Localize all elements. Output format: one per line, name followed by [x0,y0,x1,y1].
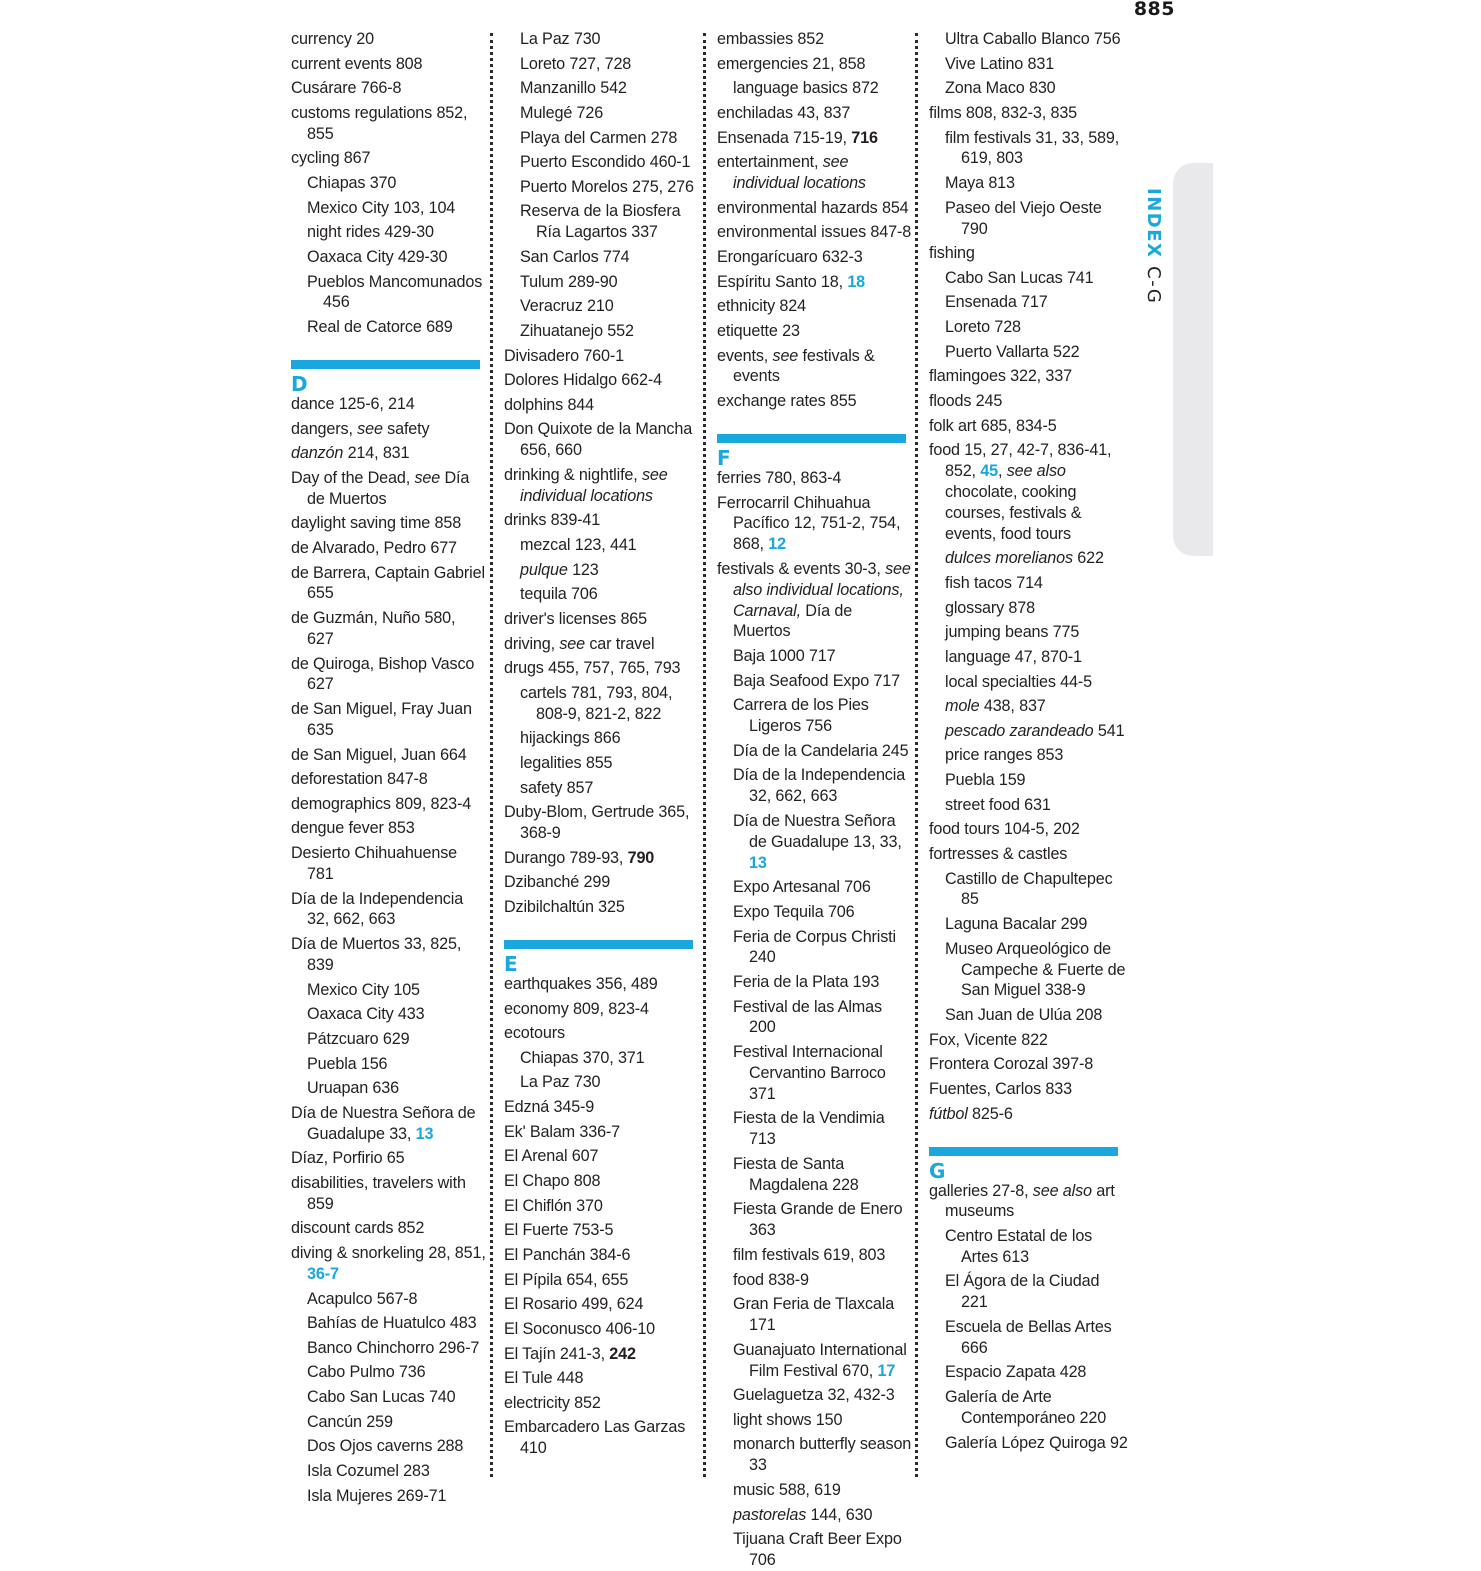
index-subentry: Centro Estatal de los Artes 613 [945,1226,1093,1266]
index-entry: customs regulations 852, 855 [291,103,468,143]
index-entry: Embarcadero Las Garzas 410 [504,1418,686,1458]
index-subentry: Cabo San Lucas 741 [945,268,1094,287]
index-subentry: Isla Cozumel 283 [307,1462,430,1480]
index-subentry: Oaxaca City 429-30 [307,247,448,266]
index-entry: diving & snorkeling 28, 851, 36-7 [291,1244,486,1283]
index-entry: emergencies 21, 858 [717,54,866,73]
index-subentry: safety 857 [520,778,594,797]
index-subentry: Fiesta de Santa Magdalena 228 [733,1154,859,1194]
index-subentry: Uruapan 636 [307,1079,399,1098]
index-subentry: Expo Tequila 706 [733,902,855,921]
index-subentry: San Juan de Ulúa 208 [945,1006,1103,1025]
index-subentry: San Carlos 774 [520,247,630,266]
index-subentry: Espacio Zapata 428 [945,1363,1087,1382]
thumb-tab [1173,163,1213,556]
section-letter: G [929,1158,946,1183]
index-subentry: Día de la Independencia 32, 662, 663 [733,766,906,806]
index-entry: economy 809, 823-4 [504,999,649,1018]
index-subentry: dulces morelianos 622 [945,549,1104,568]
index-entry: events, see festivals & events [717,346,875,386]
index-entry: driver's licenses 865 [504,609,647,628]
index-entry: El Pípila 654, 655 [504,1270,629,1289]
index-subentry: Zona Maco 830 [945,79,1056,98]
index-subentry: Feria de la Plata 193 [733,972,880,991]
index-entry: Erongarícuaro 632-3 [717,247,863,266]
index-entry: de Alvarado, Pedro 677 [291,538,457,557]
index-entry: Don Quixote de la Mancha 656, 660 [504,420,693,460]
section-bar [929,1147,1118,1156]
index-entry: El Chapo 808 [504,1172,601,1191]
index-subentry: music 588, 619 [733,1480,841,1499]
index-entry: driving, see car travel [504,634,655,653]
index-subentry: Día de la Candelaria 245 [733,741,909,760]
index-entry: enchiladas 43, 837 [717,103,851,122]
index-entry: fútbol 825-6 [929,1104,1013,1123]
index-entry: disabilities, travelers with 859 [291,1173,466,1213]
column-divider [703,33,706,1477]
index-entry: dengue fever 853 [291,819,415,838]
index-subentry: El Ágora de la Ciudad 221 [945,1272,1100,1312]
index-entry: drugs 455, 757, 765, 793 [504,659,681,678]
index-subentry: glossary 878 [945,598,1035,617]
index-subentry: price ranges 853 [945,746,1064,765]
index-entry: Dzibilchaltún 325 [504,898,625,917]
index-subentry: Veracruz 210 [520,297,614,316]
index-entry: daylight saving time 858 [291,514,462,533]
index-subentry: Chiapas 370 [307,174,397,193]
index-subentry: Puebla 159 [945,771,1026,790]
index-subentry: Manzanillo 542 [520,79,627,98]
section-bar [717,434,906,443]
index-subentry: La Paz 730 [520,1073,601,1092]
section-header-f [717,434,912,470]
index-subentry: Feria de Corpus Christi 240 [733,927,896,967]
index-subentry: Puerto Morelos 275, 276 [520,177,694,196]
index-subentry: Fiesta Grande de Enero 363 [733,1200,903,1240]
index-entry: de San Miguel, Juan 664 [291,745,467,764]
index-subentry: language basics 872 [733,79,879,98]
index-entry: dolphins 844 [504,395,595,414]
index-subentry: Banco Chinchorro 296-7 [307,1338,480,1357]
section-bar [291,360,480,369]
index-subentry: Guanajuato International Film Festival 670, 17 [733,1340,907,1380]
index-subentry: tequila 706 [520,585,598,604]
index-subentry: Puerto Escondido 460-1 [520,153,691,172]
index-entry: folk art 685, 834-5 [929,416,1057,435]
index-entry: fortresses & castles [929,845,1068,863]
index-subentry: Guelaguetza 32, 432-3 [733,1386,895,1405]
index-subentry: Museo Arqueológico de Campeche & Fuerte de San Miguel 338-9 [945,939,1126,1000]
index-entry: Divisadero 760-1 [504,346,624,365]
index-subentry: Mexico City 105 [307,980,420,999]
index-entry: Desierto Chihuahuense 781 [291,844,458,883]
index-subentry: Fiesta de la Vendimia 713 [733,1109,885,1149]
index-subentry: Carrera de los Pies Ligeros 756 [733,696,869,736]
index-subentry: mezcal 123, 441 [520,536,637,555]
index-entry: films 808, 832-3, 835 [929,103,1078,122]
index-entry: Fuentes, Carlos 833 [929,1080,1072,1099]
section-letter: E [504,951,518,976]
index-entry: de San Miguel, Fray Juan 635 [291,700,472,739]
index-entry: El Chiflón 370 [504,1196,603,1215]
index-subentry: pulque 123 [520,560,599,579]
index-entry: El Arenal 607 [504,1147,599,1166]
index-entry: demographics 809, 823-4 [291,794,472,813]
index-entry: Duby-Blom, Gertrude 365, 368-9 [504,803,690,843]
index-entry: Día de Muertos 33, 825, 839 [291,935,462,974]
index-entry: etiquette 23 [717,321,800,340]
index-entry: El Panchán 384-6 [504,1245,631,1264]
index-entry: exchange rates 855 [717,392,857,411]
index-subentry: legalities 855 [520,754,613,773]
index-subentry: pastorelas 144, 630 [733,1505,873,1524]
index-subentry: Vive Latino 831 [945,54,1055,73]
index-entry: Día de Nuestra Señora de Guadalupe 33, 13 [291,1103,476,1143]
letter-range: C-G [1143,266,1164,305]
index-subentry: La Paz 730 [520,30,601,48]
index-subentry: Gran Feria de Tlaxcala 171 [733,1295,895,1335]
index-label: INDEX [1143,188,1164,259]
index-subentry: Expo Artesanal 706 [733,878,871,897]
index-subentry: mole 438, 837 [945,697,1046,716]
index-subentry: Pueblos Mancomunados 456 [307,272,483,312]
index-subentry: language 47, 870-1 [945,647,1082,666]
index-entry: Ensenada 715-19, 716 [717,128,878,147]
index-subentry: hijackings 866 [520,729,621,748]
index-entry: cycling 867 [291,149,371,168]
index-entry: food tours 104-5, 202 [929,820,1080,839]
index-entry: embassies 852 [717,30,824,48]
index-subentry: Escuela de Bellas Artes 666 [945,1317,1112,1357]
index-column-1 [291,29,486,1506]
index-subentry: Baja Seafood Expo 717 [733,671,900,690]
section-header-g [929,1147,1129,1183]
index-subentry: food 838-9 [733,1270,809,1289]
index-entry: Día de la Independencia 32, 662, 663 [291,889,464,929]
index-entry: Edzná 345-9 [504,1098,595,1117]
index-subentry: jumping beans 775 [945,623,1080,642]
index-entry: Díaz, Porfirio 65 [291,1149,405,1168]
index-subentry: cartels 781, 793, 804, 808-9, 821-2, 822 [520,683,673,723]
index-subentry: local specialties 44-5 [945,672,1092,691]
index-subentry: Loreto 728 [945,318,1021,337]
index-subentry: Ultra Caballo Blanco 756 [945,30,1121,48]
index-entry: de Quiroga, Bishop Vasco 627 [291,654,475,694]
index-entry: Espíritu Santo 18, 18 [717,272,866,291]
index-column-3 [717,29,912,1571]
index-entry: ferries 780, 863-4 [717,468,842,487]
index-subentry: Loreto 727, 728 [520,54,632,73]
index-entry: deforestation 847-8 [291,770,428,789]
index-subentry: film festivals 619, 803 [733,1245,886,1264]
index-subentry: Tijuana Craft Beer Expo 706 [733,1530,902,1570]
index-entry: environmental hazards 854 [717,198,909,217]
index-entry: drinks 839-41 [504,511,601,530]
section-bar [504,940,693,949]
index-entry: Durango 789-93, 790 [504,848,655,867]
index-entry: flamingoes 322, 337 [929,367,1072,386]
index-subentry: Castillo de Chapultepec 85 [945,869,1113,909]
index-subentry: Galería López Quiroga 92 [945,1433,1128,1452]
index-entry: floods 245 [929,392,1003,411]
index-entry: earthquakes 356, 489 [504,974,658,993]
index-entry: environmental issues 847-8 [717,223,912,242]
section-header-d [291,360,486,396]
index-subentry: fish tacos 714 [945,573,1043,592]
index-subentry: pescado zarandeado 541 [945,721,1125,740]
page-number: 885 [1133,0,1175,20]
section-letter: F [717,445,731,470]
index-range-label [1140,188,1164,304]
index-subentry: night rides 429-30 [307,223,434,242]
index-subentry: Festival de las Almas 200 [733,997,882,1037]
index-entry: Ferrocarril Chihuahua Pacífico 12, 751-2, 754, 868, 12 [717,493,901,554]
index-subentry: Mexico City 103, 104 [307,198,456,217]
section-header-e [504,940,699,976]
section-letter: D [291,371,308,396]
index-entry: Dzibanché 299 [504,873,611,892]
index-entry: Day of the Dead, see Día de Muertos [291,468,470,508]
index-column-4 [929,29,1129,1453]
index-subentry: Bahías de Huatulco 483 [307,1314,477,1333]
index-entry: El Soconusco 406-10 [504,1319,656,1338]
index-entry: festivals & events 30-3, see also individual locations, Carnaval, Día de Muertos [717,559,911,641]
index-subentry: Real de Catorce 689 [307,318,453,337]
index-subentry: Maya 813 [945,174,1015,193]
index-subentry: Playa del Carmen 278 [520,128,678,147]
index-subentry: Baja 1000 717 [733,647,836,665]
index-subentry: Cancún 259 [307,1412,393,1431]
index-entry: de Guzmán, Nuño 580, 627 [291,609,456,648]
index-entry: Frontera Corozal 397-8 [929,1055,1094,1074]
index-subentry: Isla Mujeres 269-71 [307,1486,447,1505]
index-subentry: Acapulco 567-8 [307,1289,418,1308]
index-subentry: light shows 150 [733,1410,843,1429]
index-entry: El Fuerte 753-5 [504,1221,614,1240]
index-subentry: Galería de Arte Contemporáneo 220 [945,1388,1107,1427]
index-subentry: Pátzcuaro 629 [307,1029,410,1048]
index-subentry: Cabo San Lucas 740 [307,1388,456,1407]
index-entry: fishing [929,244,975,263]
index-subentry: Dos Ojos caverns 288 [307,1437,464,1456]
index-subentry: Paseo del Viejo Oeste 790 [945,198,1102,238]
index-entry: entertainment, see individual locations [717,153,866,193]
index-subentry: Zihuatanejo 552 [520,321,634,340]
index-subentry: Tulum 289-90 [520,272,618,291]
index-entry: Dolores Hidalgo 662-4 [504,371,662,390]
index-entry: dangers, see safety [291,419,430,438]
index-subentry: Oaxaca City 433 [307,1005,425,1024]
index-entry: ethnicity 824 [717,297,806,316]
index-subentry: Puebla 156 [307,1054,388,1073]
index-subentry: Mulegé 726 [520,103,604,122]
index-entry: drinking & nightlife, see individual locations [504,465,668,505]
index-entry: Cusárare 766-8 [291,79,402,98]
index-entry: food 15, 27, 42-7, 836-41, 852, 45, see also chocolate, cooking courses, festivals & events, food tours [929,441,1112,543]
index-entry: dance 125-6, 214 [291,394,415,413]
index-entry: galleries 27-8, see also art museums [929,1181,1115,1221]
index-column-2 [504,29,699,1459]
index-subentry: Día de Nuestra Señora de Guadalupe 13, 33, 13 [733,811,902,872]
index-subentry: Reserva de la Biosfera Ría Lagartos 337 [520,202,681,242]
index-entry: El Rosario 499, 624 [504,1295,644,1314]
index-subentry: street food 631 [945,795,1051,814]
index-subentry: Puerto Vallarta 522 [945,342,1080,361]
index-entry: Fox, Vicente 822 [929,1030,1048,1049]
index-entry: Ek' Balam 336-7 [504,1122,621,1141]
index-subentry: monarch butterfly season 33 [733,1435,912,1475]
index-subentry: Ensenada 717 [945,293,1048,312]
index-entry: El Tajín 241-3, 242 [504,1344,636,1363]
index-entry: danzón 214, 831 [291,444,410,463]
index-subentry: Festival Internacional Cervantino Barroco 371 [733,1043,886,1103]
index-entry: ecotours [504,1024,565,1043]
index-entry: El Tule 448 [504,1369,584,1388]
index-subentry: Chiapas 370, 371 [520,1048,645,1067]
index-entry: electricity 852 [504,1393,601,1412]
index-subentry: Laguna Bacalar 299 [945,915,1088,934]
index-subentry: Cabo Pulmo 736 [307,1363,426,1382]
index-entry: currency 20 [291,30,374,48]
index-subentry: film festivals 31, 33, 589, 619, 803 [945,128,1120,168]
index-entry: current events 808 [291,54,423,73]
column-divider [915,33,918,1477]
index-entry: de Barrera, Captain Gabriel 655 [291,563,485,603]
column-divider [490,33,493,1477]
index-entry: discount cards 852 [291,1219,425,1238]
